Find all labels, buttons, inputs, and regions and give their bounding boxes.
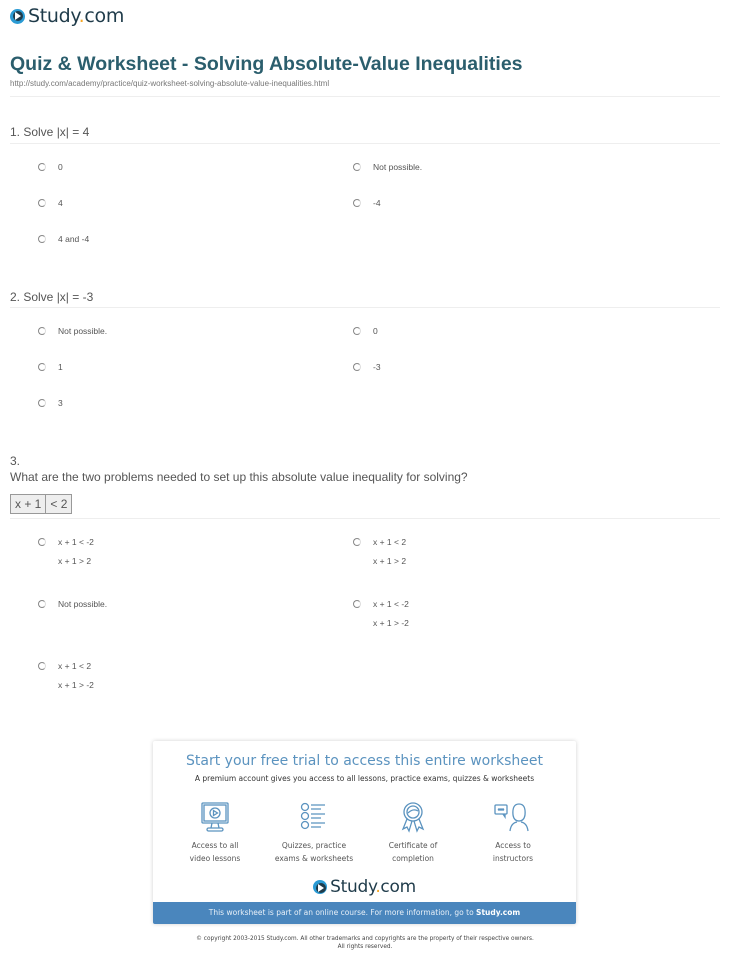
q2-option-a[interactable]: Not possible. <box>38 326 107 345</box>
radio-button[interactable] <box>38 600 46 608</box>
free-trial-promo[interactable] <box>153 741 576 924</box>
promo-title: Start your free trial to access this entire worksheet <box>186 753 543 769</box>
q2-option-e[interactable]: 3 <box>38 398 63 417</box>
q2-option-d[interactable]: -3 <box>353 362 381 381</box>
q1-option-c[interactable]: 4 <box>38 198 63 217</box>
question-3-number: 3. <box>10 454 21 468</box>
radio-button[interactable] <box>38 538 46 546</box>
promo-study-logo[interactable]: Study.com <box>153 877 576 897</box>
radio-button[interactable] <box>353 199 361 207</box>
q3-option-c[interactable]: Not possible. <box>38 599 107 618</box>
radio-button[interactable] <box>38 199 46 207</box>
radio-button[interactable] <box>38 662 46 670</box>
question-3-heading: What are the two problems needed to set up this absolute value inequality for solving? <box>10 470 468 484</box>
divider <box>10 96 720 97</box>
radio-button[interactable] <box>38 399 46 407</box>
feature-certificate: Certificate of completion <box>363 801 463 865</box>
q1-option-e[interactable]: 4 and -4 <box>38 234 89 253</box>
study-link[interactable]: Study.com <box>476 908 521 917</box>
promo-info-bar: This worksheet is part of an online course. For more information, go to Study.com <box>153 902 576 924</box>
q2-option-c[interactable]: 1 <box>38 362 63 381</box>
radio-button[interactable] <box>353 538 361 546</box>
radio-button[interactable] <box>38 163 46 171</box>
video-monitor-icon <box>200 801 230 833</box>
certificate-ribbon-icon <box>398 801 428 833</box>
q1-option-a[interactable]: 0 <box>38 162 63 181</box>
study-logo[interactable] <box>10 5 124 27</box>
radio-button[interactable] <box>353 163 361 171</box>
promo-subtitle: A premium account gives you access to all lessons, practice exams, quizzes & worksheets <box>194 774 535 783</box>
expression-abs-part: x + 1 <box>15 497 42 511</box>
source-url[interactable]: http://study.com/academy/practice/quiz-worksheet-solving-absolute-value-inequalities.html <box>10 79 330 88</box>
radio-button[interactable] <box>38 235 46 243</box>
page-title: Quiz & Worksheet - Solving Absolute-Value Inequalities <box>10 53 523 75</box>
q1-option-b[interactable]: Not possible. <box>353 162 422 181</box>
list-icon <box>299 801 329 833</box>
radio-button[interactable] <box>38 327 46 335</box>
feature-quizzes: Quizzes, practice exams & worksheets <box>264 801 364 865</box>
divider <box>10 143 720 144</box>
copyright-notice: © copyright 2003-2015 Study.com. All other trademarks and copyrights are the property of their respective owners. All rights reserved. <box>196 936 534 950</box>
question-2-heading: 2. Solve |x| = -3 <box>10 290 94 304</box>
q3-option-e[interactable]: x + 1 < 2 x + 1 > -2 <box>38 661 94 699</box>
divider <box>10 307 720 308</box>
radio-button[interactable] <box>353 600 361 608</box>
divider <box>10 518 720 519</box>
q2-option-b[interactable]: 0 <box>353 326 378 345</box>
radio-button[interactable] <box>353 363 361 371</box>
q3-option-a[interactable]: x + 1 < -2 x + 1 > 2 <box>38 537 94 575</box>
instructor-chat-icon <box>493 801 533 833</box>
logo-text: Study.com <box>28 5 125 27</box>
q1-option-d[interactable]: -4 <box>353 198 381 217</box>
play-logo-icon <box>313 880 327 894</box>
radio-button[interactable] <box>353 327 361 335</box>
expression-rhs: < 2 <box>45 495 71 513</box>
feature-instructors: Access to instructors <box>463 801 563 865</box>
play-logo-icon <box>10 9 25 24</box>
q3-option-b[interactable]: x + 1 < 2 x + 1 > 2 <box>353 537 406 575</box>
feature-video-lessons: Access to all video lessons <box>165 801 265 865</box>
inequality-expression <box>10 494 72 514</box>
question-1-heading: 1. Solve |x| = 4 <box>10 125 90 139</box>
radio-button[interactable] <box>38 363 46 371</box>
q3-option-d[interactable]: x + 1 < -2 x + 1 > -2 <box>353 599 409 637</box>
